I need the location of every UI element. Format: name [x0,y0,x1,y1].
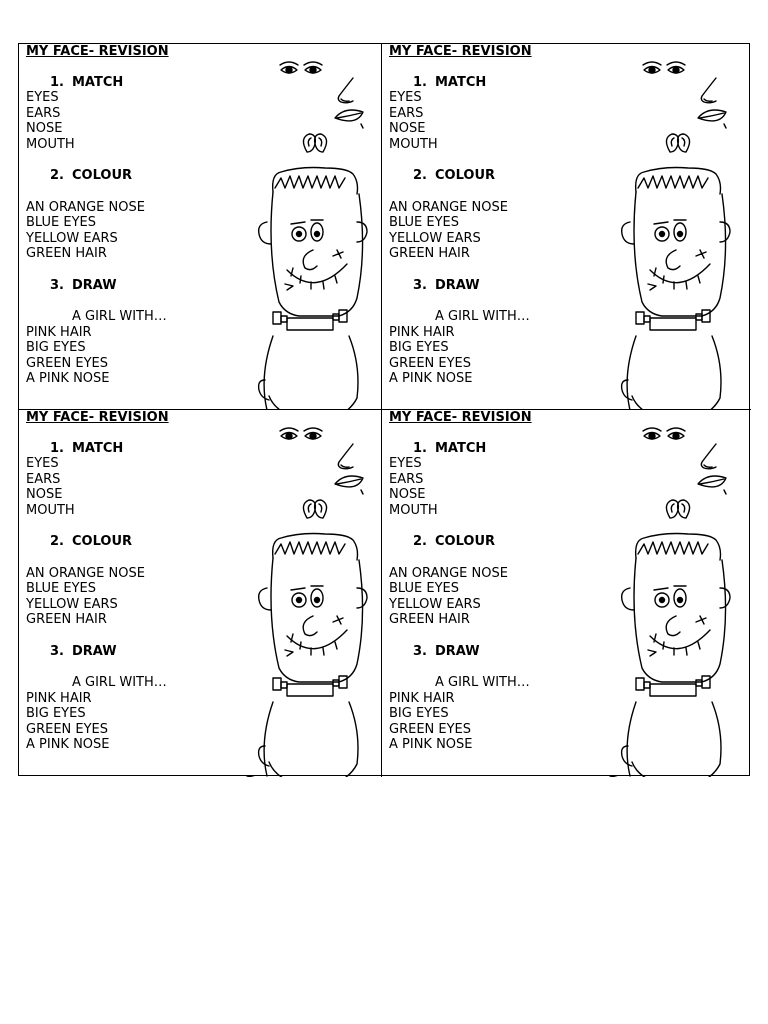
draw-intro: A GIRL WITH… [435,675,530,690]
colour-number: 2. [50,168,64,183]
colour-item: BLUE EYES [389,581,459,596]
match-item: MOUTH [26,136,75,152]
colour-item: AN ORANGE NOSE [389,565,508,581]
match-number: 1. [413,440,427,456]
card-text [389,44,532,387]
match-item: EYES [26,456,59,471]
draw-item: GREEN EYES [389,355,472,371]
colour-item: GREEN HAIR [26,246,107,261]
match-number: 1. [50,440,64,456]
match-heading [26,75,169,91]
neck-bolts-icon [273,310,347,330]
draw-item: GREEN EYES [389,721,472,737]
colour-item: GREEN HAIR [389,612,470,627]
colour-item: BLUE EYES [389,215,459,230]
draw-intro: A GIRL WITH… [72,309,167,324]
match-item: MOUTH [26,502,75,518]
blank-head-outline-icon [247,702,358,777]
draw-heading-text: DRAW [72,277,117,293]
colour-heading [389,534,532,550]
ears-icon [666,134,689,152]
revision-card-3 [19,410,382,777]
colour-number: 2. [50,534,64,549]
eyes-icon [643,62,685,73]
revision-card-4 [382,410,751,777]
match-item: NOSE [389,121,426,136]
draw-item: BIG EYES [26,706,86,721]
draw-number: 3. [50,277,64,293]
ears-icon [303,500,326,518]
mouth-icon [698,110,726,128]
face-parts-illustration [243,54,382,410]
draw-heading-text: DRAW [435,277,480,293]
colour-heading [389,168,532,184]
draw-item: A PINK NOSE [26,737,110,752]
colour-heading [26,534,169,550]
nose-icon [701,444,716,469]
draw-heading-text: DRAW [72,643,117,659]
draw-heading [389,644,532,660]
nose-icon [701,78,716,103]
eyes-icon [643,428,685,439]
card-text [26,44,169,387]
colour-item: YELLOW EARS [26,596,118,612]
face-parts-illustration [606,420,746,777]
draw-item: BIG EYES [389,340,449,355]
face-parts-illustration [606,54,746,410]
colour-item: AN ORANGE NOSE [389,199,508,215]
colour-number: 2. [413,534,427,549]
card-title: MY FACE- REVISION [26,410,169,425]
draw-heading [26,278,169,294]
draw-intro: A GIRL WITH… [72,675,167,690]
colour-item: AN ORANGE NOSE [26,565,145,581]
colour-item: GREEN HAIR [26,612,107,627]
revision-card-1 [19,44,382,410]
colour-item: YELLOW EARS [389,596,481,612]
draw-item: A PINK NOSE [389,737,473,752]
worksheet-grid [18,43,750,776]
match-item: EARS [389,471,424,487]
draw-item: A PINK NOSE [389,371,473,386]
colour-item: BLUE EYES [26,215,96,230]
draw-item: PINK HAIR [26,690,92,706]
draw-item: GREEN EYES [26,355,109,371]
match-item: NOSE [389,487,426,502]
match-item: NOSE [26,121,63,136]
colour-item: GREEN HAIR [389,246,470,261]
draw-item: GREEN EYES [26,721,109,737]
match-item: EYES [389,90,422,105]
match-heading [26,441,169,457]
monster-face-icon [259,168,367,317]
card-text [26,410,169,753]
draw-item: A PINK NOSE [26,371,110,386]
draw-item: BIG EYES [389,706,449,721]
nose-icon [338,444,353,469]
match-item: EYES [389,456,422,471]
colour-item: AN ORANGE NOSE [26,199,145,215]
nose-icon [338,78,353,103]
face-parts-illustration [243,420,382,777]
colour-heading [26,168,169,184]
card-title: MY FACE- REVISION [389,410,532,425]
colour-heading-text: COLOUR [72,534,133,549]
draw-heading-text: DRAW [435,643,480,659]
eyes-icon [280,428,322,439]
neck-bolts-icon [636,310,710,330]
draw-item: PINK HAIR [389,690,455,706]
draw-number: 3. [50,643,64,659]
match-item: EARS [389,105,424,121]
colour-item: YELLOW EARS [389,230,481,246]
match-item: EARS [26,105,61,121]
match-number: 1. [413,74,427,90]
draw-intro: A GIRL WITH… [435,309,530,324]
match-heading-text: MATCH [72,74,124,90]
match-heading-text: MATCH [435,440,487,456]
monster-face-icon [622,168,730,317]
eyes-icon [280,62,322,73]
neck-bolts-icon [273,676,347,696]
revision-card-2 [382,44,751,410]
monster-face-icon [259,534,367,683]
match-item: MOUTH [389,502,438,518]
match-item: MOUTH [389,136,438,152]
blank-head-outline-icon [247,336,358,410]
colour-item: YELLOW EARS [26,230,118,246]
match-number: 1. [50,74,64,90]
match-heading-text: MATCH [435,74,487,90]
match-item: NOSE [26,487,63,502]
card-title: MY FACE- REVISION [389,44,532,59]
ears-icon [666,500,689,518]
monster-face-icon [622,534,730,683]
draw-item: BIG EYES [26,340,86,355]
colour-number: 2. [413,168,427,183]
match-item: EARS [26,471,61,487]
mouth-icon [698,476,726,494]
colour-heading-text: COLOUR [435,168,496,183]
match-heading [389,441,532,457]
match-item: EYES [26,90,59,105]
draw-heading [26,644,169,660]
blank-head-outline-icon [610,702,721,777]
neck-bolts-icon [636,676,710,696]
draw-number: 3. [413,643,427,659]
ears-icon [303,134,326,152]
draw-item: PINK HAIR [389,324,455,340]
draw-number: 3. [413,277,427,293]
colour-heading-text: COLOUR [435,534,496,549]
blank-head-outline-icon [610,336,721,410]
match-heading [389,75,532,91]
match-heading-text: MATCH [72,440,124,456]
card-text [389,410,532,753]
colour-item: BLUE EYES [26,581,96,596]
colour-heading-text: COLOUR [72,168,133,183]
mouth-icon [335,110,363,128]
draw-item: PINK HAIR [26,324,92,340]
mouth-icon [335,476,363,494]
card-title: MY FACE- REVISION [26,44,169,59]
draw-heading [389,278,532,294]
